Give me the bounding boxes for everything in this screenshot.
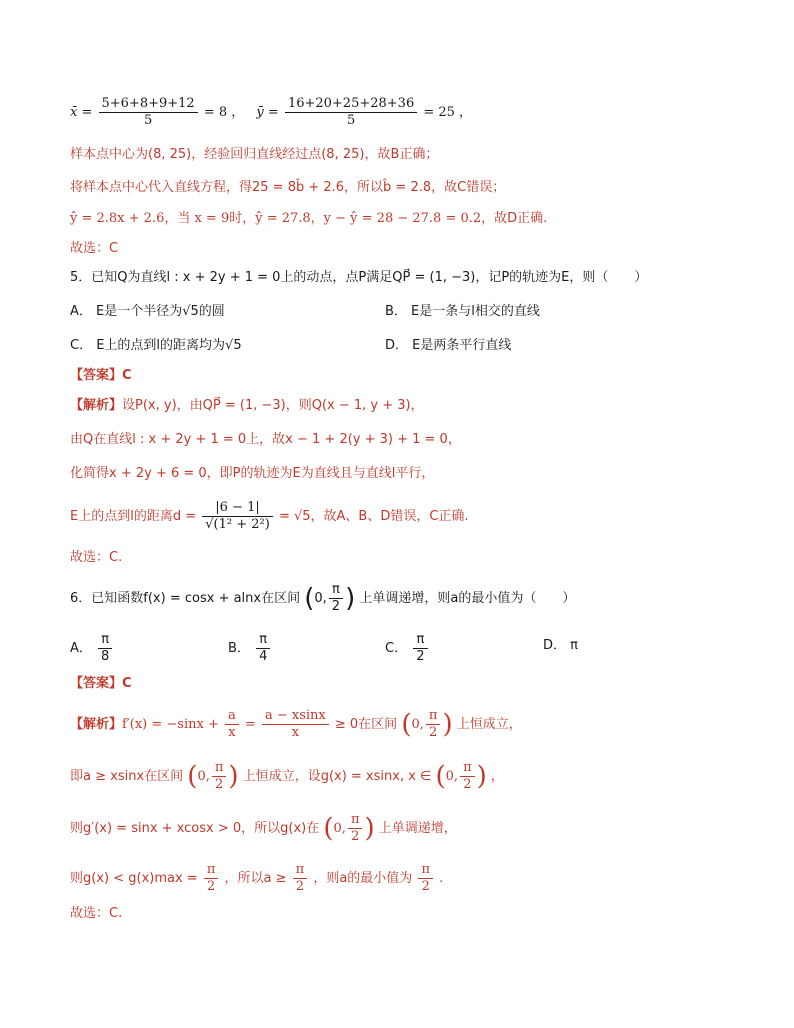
q6-sol4-fraction-3 — [418, 862, 433, 895]
q6-option-b-den: 4 — [256, 648, 270, 665]
q6-sol3-int-den: 2 — [348, 828, 363, 845]
q6-sol1-interval-fraction — [426, 708, 441, 741]
q4-line-d-tail: 故D正确. — [494, 211, 548, 226]
q6-sol4-tail: . — [439, 871, 444, 886]
ybar-denominator: 5 — [285, 112, 417, 129]
q6-sol1-f1-num: a — [228, 708, 236, 723]
xbar-fraction — [99, 96, 198, 129]
q6-sol3-tail: 上单调递增， — [378, 821, 457, 836]
q6-sol2-paren-open-1: ( — [187, 761, 198, 792]
q5-solution-2: 由Q在直线l : x + 2y + 1 = 0上，故x − 1 + 2(y + 3) + 1 = 0， — [70, 432, 461, 447]
q6-sol2-paren-close-2: ) — [476, 761, 487, 792]
q6-sol4-fraction-1 — [204, 862, 219, 895]
q5-option-b: B． E是一条与l相交的直线 — [385, 304, 540, 319]
q6-sol1-paren-open: ( — [401, 709, 412, 740]
q5-solution-4-pre: E上的点到l的距离d = — [70, 509, 197, 524]
q6-interval-num: π — [332, 582, 340, 597]
q5-option-c: C． E上的点到l的距离均为√5 — [70, 338, 242, 353]
q6-solution-3: 则g′(x) = sinx + xcosx > 0，所以g(x)在 (0, $\frac{\pi}{2}$ ) 上单调递增， — [70, 812, 457, 844]
q6-sol4-f2-num: π — [295, 862, 305, 877]
q5-solution-4 — [70, 500, 469, 533]
q6-sol1-tail: 上恒成立， — [456, 717, 522, 732]
q6-option-b-fraction — [256, 632, 270, 665]
q6-sol2-int1-num: π — [214, 760, 224, 775]
q5-solution-4-post: = √5，故A、B、D错误，C正确. — [278, 509, 469, 524]
q4-choose: 故选：C — [70, 241, 119, 256]
q5-choose: 故选：C. — [70, 550, 123, 565]
ybar-numerator: 16+20+25+28+36 — [287, 96, 415, 111]
q4-line-d-math: ŷ = 2.8x + 2.6，当 x = 9时，ŷ = 27.8，y − ŷ = 28 − 27.8 = 0.2， — [70, 211, 495, 226]
q6-sol2-interval-fraction-2 — [460, 760, 475, 793]
q6-solution-label: 【解析】 — [70, 717, 123, 732]
q5-solution-1 — [70, 396, 424, 416]
q6-sol1-post: ≥ 0在区间 — [334, 717, 398, 732]
xbar-denominator: 5 — [99, 112, 198, 129]
q6-sol1-paren-close: ) — [442, 709, 453, 740]
q6-sol2-paren-close-1: ) — [228, 761, 239, 792]
q6-sol2-paren-open-2: ( — [435, 761, 446, 792]
q6-sol3-int-num: π — [350, 812, 360, 827]
q6-option-a-den: 8 — [98, 648, 112, 665]
q6-sol4-mid2: ，则a的最小值为 — [313, 871, 413, 886]
q6-solution-1: 【解析】f′(x) = −sinx + $\frac{a}{x}$ = $\frac{a - xsinx}{x}$ ≥ 0在区间 (0, $\frac{\pi}{2}$ ) 上恒成立， — [70, 708, 522, 740]
q5-distance-numerator: |6 − 1| — [215, 500, 260, 515]
q6-sol1-eq: = — [244, 717, 256, 732]
q4-line-b: 样本点中心为(8, 25)，经验回归直线经过点(8, 25)，故B正确； — [70, 147, 439, 162]
q6-sol4-mid: ，所以a ≥ — [224, 871, 287, 886]
q6-sol2-int2-num: π — [463, 760, 472, 775]
q6-sol1-fraction-2 — [262, 708, 329, 741]
q6-sol3-paren-open: ( — [323, 813, 334, 844]
q6-solution-2: 即a ≥ xsinx在区间 (0, $\frac{\pi}{2}$ ) 上恒成立，设g(x) = xsinx, x ∈ (0, $\frac{\pi}{2}$ ) ， — [70, 760, 504, 792]
q6-interval-den: 2 — [329, 598, 343, 615]
q6-sol4-f3-den: 2 — [418, 878, 433, 895]
q6-sol1-f2-num: a − xsinx — [264, 708, 326, 723]
q6-sol4-f3-num: π — [421, 862, 430, 877]
q6-sol1-fraction-1 — [225, 708, 239, 741]
xbar-numerator: 5+6+8+9+12 — [101, 96, 195, 111]
q5-distance-fraction — [202, 500, 273, 533]
q5-solution-1-text: 设P(x, y)，由QP⃗ = (1, −3)，则Q(x − 1, y + 3)， — [122, 398, 424, 413]
q5-distance-denominator: √(1² + 2²) — [202, 516, 273, 533]
q6-option-a — [70, 632, 114, 665]
q6-option-c-fraction — [413, 632, 427, 665]
q6-stem-post: 上单调递增，则a的最小值为（ ） — [359, 591, 576, 606]
q6-option-c-den: 2 — [413, 648, 427, 665]
q4-line-d — [70, 209, 547, 229]
q6-stem: 6．已知函数f(x) = cosx + alnx在区间 (0, $\frac{\pi}{2}$ ) 上单调递增，则a的最小值为（ ） — [70, 582, 576, 614]
q5-solution-3: 化简得x + 2y + 6 = 0，即P的轨迹为E为直线且与直线l平行， — [70, 466, 435, 481]
q6-sol4-f1-num: π — [206, 862, 216, 877]
q6-option-b — [228, 632, 272, 665]
q6-sol2-pre: 即a ≥ xsinx在区间 — [70, 769, 184, 784]
ybar-fraction — [285, 96, 417, 129]
q6-sol4-pre: 则g(x) < g(x)max = — [70, 871, 198, 886]
q6-option-a-label: A． — [70, 641, 92, 656]
ybar-lhs: ȳ = — [256, 105, 279, 120]
q6-sol1-f1-den: x — [225, 724, 239, 741]
q6-sol4-fraction-2 — [293, 862, 308, 895]
xbar-lhs: x̄ = — [70, 105, 93, 120]
q5-stem: 5．已知Q为直线l : x + 2y + 1 = 0上的动点，点P满足QP⃗ = (1, −3)，记P的轨迹为E，则（ ） — [70, 270, 648, 285]
q6-sol2-mid: 上恒成立，设g(x) = xsinx, x ∈ — [242, 769, 432, 784]
q6-sol1-interval-den: 2 — [426, 724, 441, 741]
xbar-rhs: = 8 ， — [203, 105, 245, 120]
q6-option-c-num: π — [416, 632, 425, 647]
q6-sol2-interval-fraction-1 — [212, 760, 227, 793]
q6-sol4-f2-den: 2 — [293, 878, 308, 895]
q6-option-b-label: B． — [228, 641, 250, 656]
q5-option-a: A． E是一个半径为√5的圆 — [70, 304, 225, 319]
q5-solution-label: 【解析】 — [70, 398, 123, 413]
q6-option-a-num: π — [101, 632, 110, 647]
q5-option-d: D． E是两条平行直线 — [385, 338, 512, 353]
q6-sol1-interval-num: π — [428, 708, 438, 723]
q6-option-c — [385, 632, 430, 665]
q6-sol2-int2-den: 2 — [460, 776, 475, 793]
ybar-rhs: = 25 ， — [423, 105, 473, 120]
q6-stem-pre: 6．已知函数f(x) = cosx + alnx在区间 — [70, 591, 301, 606]
q6-interval-close: ) — [345, 583, 356, 614]
q6-interval-open: ( — [304, 583, 315, 614]
q6-answer: 【答案】C — [70, 676, 132, 691]
q6-option-d: D． π — [543, 638, 578, 653]
q6-solution-4 — [70, 862, 443, 895]
q6-option-c-label: C． — [385, 641, 408, 656]
q4-line-c: 将样本点中心代入直线方程，得25 = 8b̂ + 2.6，所以b̂ = 2.8，故C错误； — [70, 180, 506, 195]
q6-sol1-f2-den: x — [262, 724, 329, 741]
q6-sol3-pre: 则g′(x) = sinx + xcosx > 0，所以g(x)在 — [70, 821, 320, 836]
q6-option-b-num: π — [259, 632, 268, 647]
q6-sol4-f1-den: 2 — [204, 878, 219, 895]
q6-choose: 故选：C. — [70, 906, 123, 921]
q6-sol2-tail: ， — [490, 769, 504, 784]
q6-sol3-paren-close: ) — [364, 813, 375, 844]
q6-sol2-int1-den: 2 — [212, 776, 227, 793]
q6-interval-fraction — [329, 582, 343, 615]
q6-sol3-interval-fraction — [348, 812, 363, 845]
q6-solution-1-pre: f′(x) = −sinx + — [122, 717, 219, 732]
q5-answer: 【答案】C — [70, 368, 132, 383]
mean-line — [70, 96, 472, 129]
q6-option-a-fraction — [98, 632, 112, 665]
